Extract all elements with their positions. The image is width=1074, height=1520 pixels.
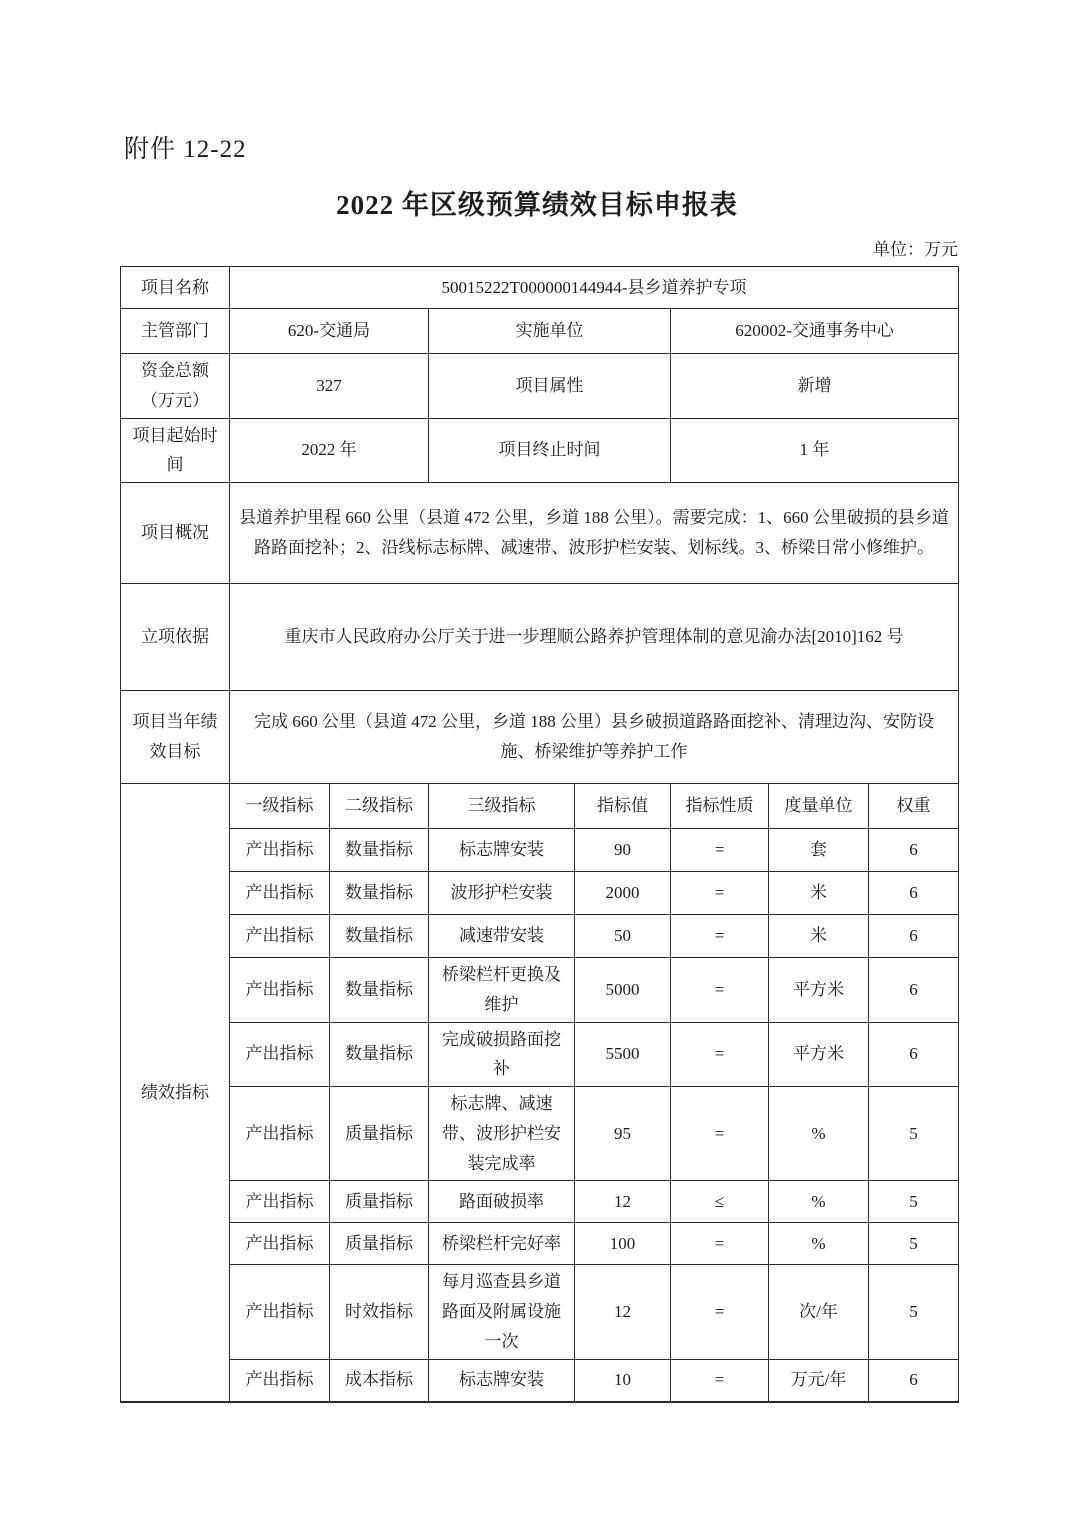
indicator-cell: = xyxy=(671,872,769,915)
indicator-cell: 路面破损率 xyxy=(429,1181,575,1223)
indicator-cell: 5500 xyxy=(575,1022,671,1087)
indicator-cell: 6 xyxy=(869,1022,959,1087)
indicator-cell: 5 xyxy=(869,1265,959,1359)
field-value-basis: 重庆市人民政府办公厅关于进一步理顺公路养护管理体制的意见渝办法[2010]162 号 xyxy=(230,584,959,691)
indicator-column-header: 权重 xyxy=(869,784,959,829)
indicator-cell: = xyxy=(671,1223,769,1265)
indicator-cell: = xyxy=(671,829,769,872)
indicator-cell: 平方米 xyxy=(769,1022,869,1087)
table-row xyxy=(121,584,959,691)
indicator-cell: 成本指标 xyxy=(330,1359,429,1402)
indicator-cell: 产出指标 xyxy=(230,829,330,872)
indicator-row xyxy=(121,872,959,915)
indicator-row xyxy=(121,1265,959,1359)
indicator-column-header: 二级指标 xyxy=(330,784,429,829)
field-label-dept: 主管部门 xyxy=(121,309,230,354)
indicator-cell: 5 xyxy=(869,1087,959,1181)
indicator-cell: 12 xyxy=(575,1265,671,1359)
indicator-cell: 6 xyxy=(869,958,959,1023)
field-label-total-fund: 资金总额（万元） xyxy=(121,354,230,419)
table-row xyxy=(121,483,959,584)
indicator-cell: 标志牌安装 xyxy=(429,1359,575,1402)
indicator-cell: 数量指标 xyxy=(330,1022,429,1087)
indicator-cell: % xyxy=(769,1223,869,1265)
indicator-cell: 12 xyxy=(575,1181,671,1223)
field-value-total-fund: 327 xyxy=(230,354,429,419)
indicator-cell: 万元/年 xyxy=(769,1359,869,1402)
indicator-cell: 数量指标 xyxy=(330,872,429,915)
table-row xyxy=(121,691,959,784)
indicator-cell: % xyxy=(769,1181,869,1223)
field-label-start-time: 项目起始时间 xyxy=(121,418,230,483)
field-label-overview: 项目概况 xyxy=(121,483,230,584)
indicator-cell: 产出指标 xyxy=(230,1223,330,1265)
indicator-row xyxy=(121,958,959,1023)
indicator-cell: 95 xyxy=(575,1087,671,1181)
indicator-cell: 6 xyxy=(869,1359,959,1402)
indicator-row xyxy=(121,915,959,958)
indicator-cell: 波形护栏安装 xyxy=(429,872,575,915)
indicator-cell: 质量指标 xyxy=(330,1181,429,1223)
indicator-row xyxy=(121,1223,959,1265)
indicator-cell: 产出指标 xyxy=(230,1181,330,1223)
field-label-basis: 立项依据 xyxy=(121,584,230,691)
indicator-column-header: 指标性质 xyxy=(671,784,769,829)
indicator-cell: 2000 xyxy=(575,872,671,915)
declaration-table xyxy=(120,266,959,1403)
indicator-cell: 产出指标 xyxy=(230,1022,330,1087)
indicator-column-header: 三级指标 xyxy=(429,784,575,829)
indicator-cell: 数量指标 xyxy=(330,915,429,958)
indicator-cell: ≤ xyxy=(671,1181,769,1223)
indicator-cell: 6 xyxy=(869,915,959,958)
indicator-cell: % xyxy=(769,1087,869,1181)
indicator-cell: = xyxy=(671,958,769,1023)
indicator-cell: = xyxy=(671,915,769,958)
field-label-project-attr: 项目属性 xyxy=(429,354,671,419)
field-label-annual-target: 项目当年绩效目标 xyxy=(121,691,230,784)
field-label-end-time: 项目终止时间 xyxy=(429,418,671,483)
indicator-cell: = xyxy=(671,1022,769,1087)
indicator-column-header: 指标值 xyxy=(575,784,671,829)
field-value-start-time: 2022 年 xyxy=(230,418,429,483)
indicator-cell: 50 xyxy=(575,915,671,958)
indicator-cell: 产出指标 xyxy=(230,872,330,915)
indicator-cell: 产出指标 xyxy=(230,915,330,958)
indicator-cell: 100 xyxy=(575,1223,671,1265)
indicator-row xyxy=(121,1359,959,1402)
document-title: 2022 年区级预算绩效目标申报表 xyxy=(336,190,738,220)
field-value-annual-target: 完成 660 公里（县道 472 公里，乡道 188 公里）县乡破损道路路面挖补、清理边沟、安防设施、桥梁维护等养护工作 xyxy=(230,691,959,784)
field-value-end-time: 1 年 xyxy=(671,418,959,483)
indicator-column-header: 一级指标 xyxy=(230,784,330,829)
indicator-cell: 产出指标 xyxy=(230,958,330,1023)
indicator-cell: 米 xyxy=(769,915,869,958)
indicator-cell: 10 xyxy=(575,1359,671,1402)
indicator-row xyxy=(121,1022,959,1087)
field-value-project-name: 50015222T000000144944-县乡道养护专项 xyxy=(230,267,959,309)
indicator-cell: 桥梁栏杆完好率 xyxy=(429,1223,575,1265)
indicator-cell: 标志牌、减速带、波形护栏安装完成率 xyxy=(429,1087,575,1181)
unit-note: 单位：万元 xyxy=(873,240,958,259)
indicator-cell: 数量指标 xyxy=(330,829,429,872)
field-value-project-attr: 新增 xyxy=(671,354,959,419)
field-value-overview: 县道养护里程 660 公里（县道 472 公里，乡道 188 公里）。需要完成：1、660 公里破损的县乡道路路面挖补；2、沿线标志标牌、减速带、波形护栏安装、划标线。3、桥梁日常小修维护。 xyxy=(230,483,959,584)
table-row xyxy=(121,309,959,354)
attachment-label: 附件 12-22 xyxy=(124,136,247,163)
field-label-project-name: 项目名称 xyxy=(121,267,230,309)
indicator-cell: = xyxy=(671,1359,769,1402)
indicator-cell: 时效指标 xyxy=(330,1265,429,1359)
indicator-cell: 减速带安装 xyxy=(429,915,575,958)
indicator-cell: 质量指标 xyxy=(330,1223,429,1265)
indicator-cell: 产出指标 xyxy=(230,1265,330,1359)
indicator-row xyxy=(121,1181,959,1223)
indicator-cell: 产出指标 xyxy=(230,1087,330,1181)
indicator-cell: 套 xyxy=(769,829,869,872)
table-row xyxy=(121,354,959,419)
indicator-cell: 质量指标 xyxy=(330,1087,429,1181)
indicator-cell: = xyxy=(671,1087,769,1181)
indicator-cell: = xyxy=(671,1265,769,1359)
indicators-section-label: 绩效指标 xyxy=(121,784,230,1403)
indicator-cell: 桥梁栏杆更换及维护 xyxy=(429,958,575,1023)
indicator-cell: 每月巡查县乡道路面及附属设施一次 xyxy=(429,1265,575,1359)
indicator-column-header: 度量单位 xyxy=(769,784,869,829)
table-row xyxy=(121,418,959,483)
indicator-cell: 6 xyxy=(869,872,959,915)
indicator-cell: 次/年 xyxy=(769,1265,869,1359)
indicator-cell: 6 xyxy=(869,829,959,872)
indicator-cell: 米 xyxy=(769,872,869,915)
indicator-cell: 5 xyxy=(869,1181,959,1223)
field-value-dept: 620-交通局 xyxy=(230,309,429,354)
indicator-cell: 产出指标 xyxy=(230,1359,330,1402)
indicator-cell: 标志牌安装 xyxy=(429,829,575,872)
indicator-cell: 5 xyxy=(869,1223,959,1265)
indicator-row xyxy=(121,1087,959,1181)
field-label-impl-unit: 实施单位 xyxy=(429,309,671,354)
field-value-impl-unit: 620002-交通事务中心 xyxy=(671,309,959,354)
indicator-row xyxy=(121,829,959,872)
indicator-cell: 数量指标 xyxy=(330,958,429,1023)
indicator-header-row xyxy=(121,784,959,829)
indicator-cell: 5000 xyxy=(575,958,671,1023)
indicator-cell: 90 xyxy=(575,829,671,872)
table-row xyxy=(121,267,959,309)
indicator-cell: 完成破损路面挖补 xyxy=(429,1022,575,1087)
indicator-cell: 平方米 xyxy=(769,958,869,1023)
